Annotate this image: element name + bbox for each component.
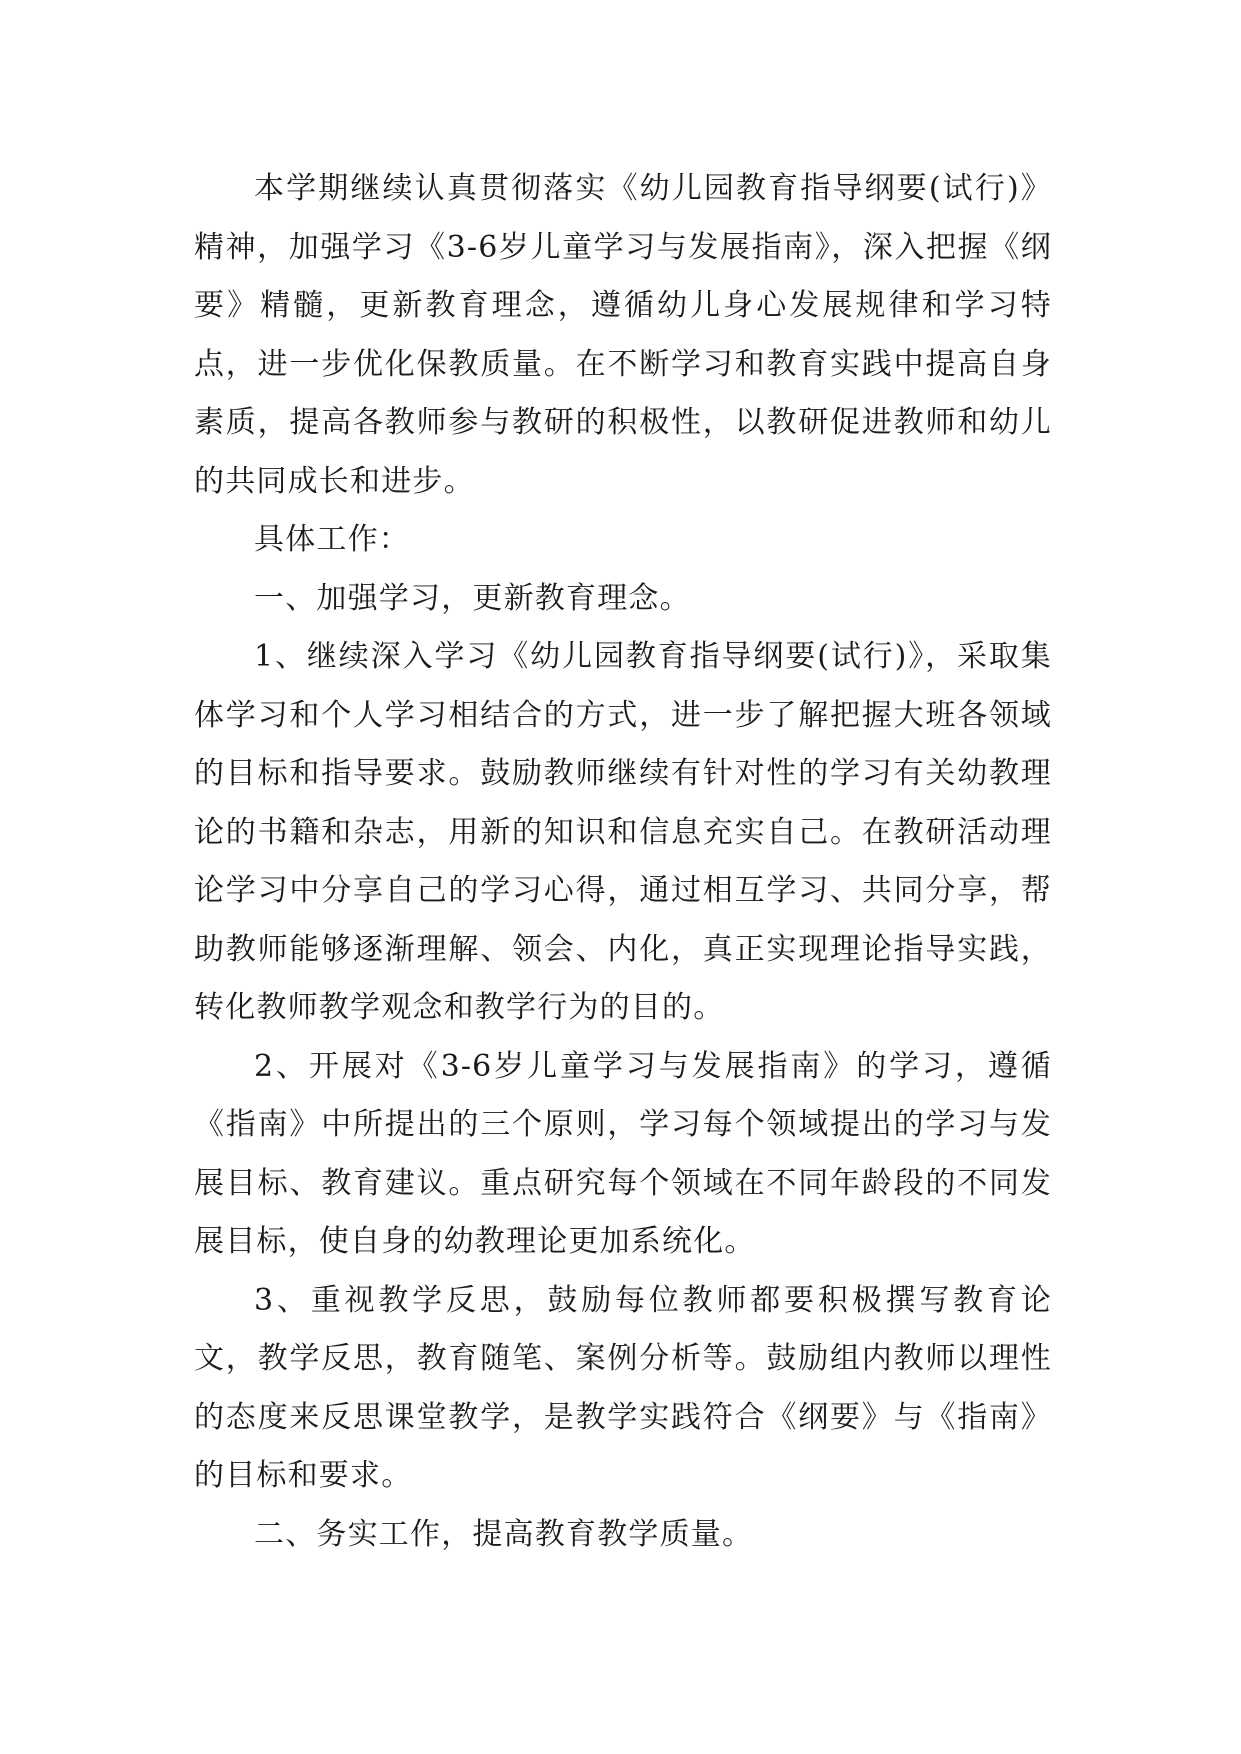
work-heading: 具体工作： <box>254 522 410 557</box>
item-paragraph-1: 1、继续深入学习《幼儿园教育指导纲要(试行)》，采取集体学习和个人学习相结合的方式，进一步了解把握大班各领域的目标和指导要求。鼓励教师继续有针对性的学习有关幼教理论的书籍和杂志，用新的知识和信息充实自己。在教研活动理论学习中分享自己的学习心得，通过相互学习、共同分享，帮助教师能够逐渐理解、领会、内化，真正实现理论指导实践，转化教师教学观念和教学行为的目的。 <box>194 639 1052 1025</box>
section-heading-1: 一、加强学习，更新教育理念。 <box>254 580 691 616</box>
section-heading-2: 二、务实工作，提高教育教学质量。 <box>254 1516 754 1552</box>
item-paragraph-3: 3、重视教学反思，鼓励每位教师都要积极撰写教育论文，教学反思，教育随笔、案例分析等。鼓励组内教师以理性的态度来反思课堂教学，是教学实践符合《纲要》与《指南》的目标和要求。 <box>194 1282 1052 1493</box>
item-paragraph-2: 2、开展对《3-6岁儿童学习与发展指南》的学习，遵循《指南》中所提出的三个原则，学习每个领域提出的学习与发展目标、教育建议。重点研究每个领域在不同年龄段的不同发展目标，使自身的幼教理论更加系统化。 <box>194 1048 1052 1259</box>
document-body <box>194 160 1052 1564</box>
intro-paragraph: 本学期继续认真贯彻落实《幼儿园教育指导纲要(试行)》精神，加强学习《3-6岁儿童学习与发展指南》，深入把握《纲要》精髓，更新教育理念，遵循幼儿身心发展规律和学习特点，进一步优化保教质量。在不断学习和教育实践中提高自身素质，提高各教师参与教研的积极性，以教研促进教师和幼儿的共同成长和进步。 <box>194 171 1052 499</box>
